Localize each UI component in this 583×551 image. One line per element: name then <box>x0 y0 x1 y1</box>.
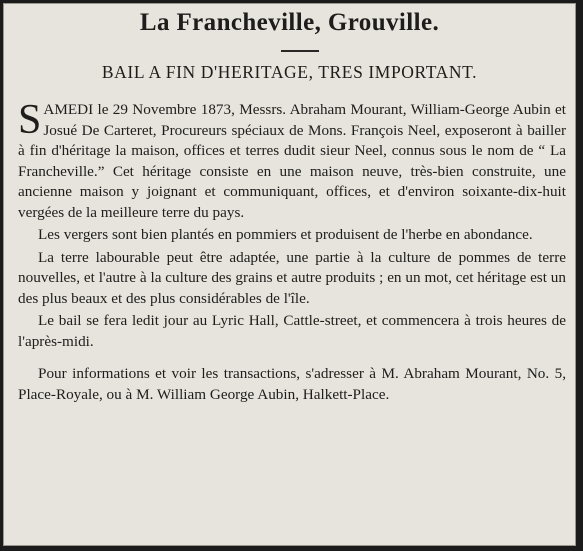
advert-body <box>18 97 566 405</box>
paragraph-text: AMEDI le 29 Novembre 1873, Messrs. Abraham Mourant, William-George Aubin et Josué De Carteret, Procureurs spéciaux de Mons. François Neel, exposeront à bailler à fin d'héritage la maison, offices et terres dudit sieur Neel, connus sous le nom de “ La Francheville.” Cet héritage consiste en une maison neuve, très-bien construite, une ancienne maison y joignant et communiquant, offices, et d'environ soixante-dix-huit vergées de la meilleure terre du pays. <box>18 101 566 221</box>
paragraph-lease-time: Le bail se fera ledit jour au Lyric Hall, Cattle-street, et commencera à trois heures de l'après-midi. <box>18 312 566 350</box>
paragraph-announcement <box>18 97 566 223</box>
paragraph-orchards: Les vergers sont bien plantés en pommiers et produisent de l'herbe en abondance. <box>38 226 533 243</box>
title-divider <box>281 50 319 52</box>
newspaper-clipping <box>3 3 576 546</box>
advert-subtitle: BAIL A FIN D'HERITAGE, TRES IMPORTANT. <box>101 62 478 82</box>
advert-title: La Francheville, Grouville. <box>139 9 440 36</box>
paragraph-arable-land: La terre labourable peut être adaptée, une partie à la culture de pommes de terre nouvelles, et l'autre à la culture des grains et autre produits ; en un mot, cet héritage est un des plus beaux et des plus considérables de l'île. <box>18 248 566 307</box>
paragraph-contact: Pour informations et voir les transactions, s'adresser à M. Abraham Mourant, No. 5, Place-Royale, ou à M. William George Aubin, Halkett-Place. <box>18 365 566 403</box>
drop-cap: S <box>18 97 42 143</box>
